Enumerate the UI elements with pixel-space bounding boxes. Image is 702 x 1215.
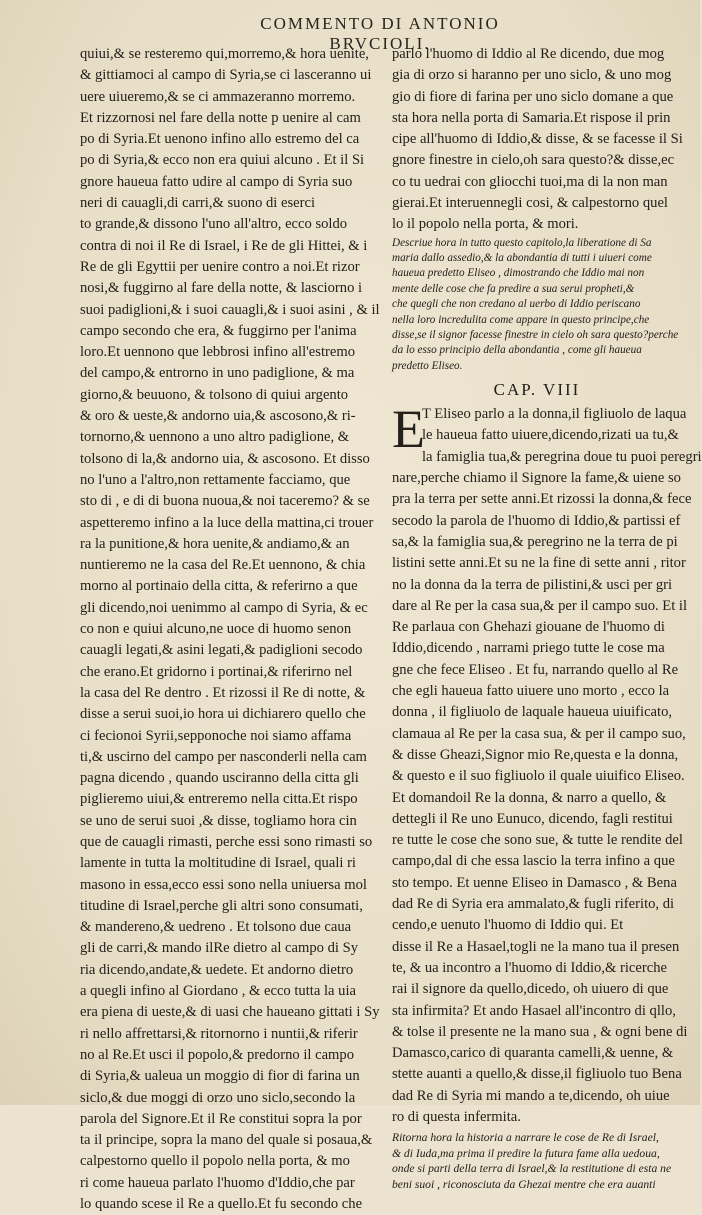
right-column-top-text xyxy=(392,44,682,236)
text-line: siclo,& due moggi di orzo uno siclo,secondo la xyxy=(80,1089,356,1106)
text-line: la famiglia tua,& peregrina doue tu puoi peregri xyxy=(422,448,702,465)
text-line: ri come haueua parlato l'huomo d'Iddio,che par xyxy=(80,1174,355,1191)
right-column xyxy=(392,44,702,1192)
text-line: & mandereno,& uedreno . Et tolsono due caua xyxy=(80,919,352,936)
text-line: pra la terra per sette anni.Et rizossi la donna,& fece xyxy=(392,491,692,508)
text-line: morno al portinaio della citta, & referirno a que xyxy=(80,578,358,595)
text-line: & gittiamoci al campo di Syria,se ci lasceranno ui xyxy=(80,67,372,84)
text-line: nosi,& fuggirno al fare della notte, & lasciorno i xyxy=(80,280,363,297)
commentary-line: onde si parti della terra di Israel,& la restitutione di esta ne xyxy=(392,1162,672,1176)
text-line: que de cauagli rimasti, perche essi sono rimasti so xyxy=(80,833,373,850)
text-line: ra la punitione,& hora uenite,& andiamo,& an xyxy=(80,535,350,552)
commentary-line: & di Iuda,ma prima il predire la futura fame alla uedoua, xyxy=(392,1146,660,1160)
text-line: dare al Re per la casa sua,& per il campo suo. Et il xyxy=(392,597,688,614)
text-line: po di Syria,& ecco non era quiui alcuno . Et il Si xyxy=(80,152,365,169)
text-line: sto tempo. Et uenne Eliseo in Damasco , & Bena xyxy=(392,874,677,891)
commentary-line: haueua predetto Eliseo , dimostrando che Iddio mai non xyxy=(392,267,645,280)
text-line: loro.Et uennono que lebbrosi infino all'estremo xyxy=(80,344,355,361)
text-line: che erano.Et gridorno i portinai,& riferirno nel xyxy=(80,663,353,680)
text-line: parlo l'huomo di Iddio al Re dicendo, due mog xyxy=(392,46,665,62)
text-line: gio di fiore di farina per uno siclo domane a que xyxy=(392,88,674,105)
text-line: gne che fece Eliseo . Et fu, narrando quello al Re xyxy=(392,661,679,678)
text-line: neri di cauagli,di carri,& suono di eserci xyxy=(80,195,316,212)
text-line: tolsono di la,& andorno uia, & ascosono. Et disso xyxy=(80,450,370,467)
text-line: cendo,e uenuto l'huomo di Iddio qui. Et xyxy=(392,917,624,934)
text-line: nuntieremo ne la casa del Re.Et uennono, & chia xyxy=(80,557,366,574)
text-line: dad Re di Syria era ammalato,& fugli riferito, di xyxy=(392,896,675,913)
text-line: lamente in tutta la moltitudine di Israel, quali ri xyxy=(80,855,356,872)
text-line: Re de gli Egyttii per uenire contro a noi.Et rizor xyxy=(80,258,360,275)
left-column xyxy=(80,44,380,1213)
text-line: quiui,& se resteremo qui,morremo,& hora uenite, xyxy=(80,46,369,62)
text-line: re tutte le cose che sono sue, & tutte le rendite del xyxy=(392,832,683,849)
running-head: COMMENTO DI ANTONIO BRVCIOLI. xyxy=(260,14,500,53)
text-line: Iddio,dicendo , narrami priego tutte le cose ma xyxy=(392,640,665,657)
drop-cap-initial: E xyxy=(392,399,425,460)
text-line: te, & ua incontro a l'huomo di Iddio,& ricerche xyxy=(392,959,667,976)
text-line: lo il popolo nella porta, & mori. xyxy=(392,216,579,233)
text-line: cauagli legati,& asini legati,& padiglioni secodo xyxy=(80,642,363,659)
text-line: se uno de serui suoi ,& disse, togliamo hora cin xyxy=(80,812,357,829)
text-line: gia di orzo si haranno per uno siclo, & uno mog xyxy=(392,67,672,84)
commentary-line: da lo esso principio della abondantia , come gli haueua xyxy=(392,344,642,357)
text-line: co non e quiui alcuno,ne uoce di huomo senon xyxy=(80,621,352,638)
text-line: sa,& la famiglia sua,& peregrino ne la terra de pi xyxy=(392,533,678,550)
text-line: parola del Signore.Et il Re constitui sopra la por xyxy=(80,1110,362,1127)
text-line: & oro & ueste,& andorno uia,& ascosono,& ri- xyxy=(80,408,356,425)
commentary-block-2 xyxy=(392,1130,682,1192)
text-line: gli dicendo,noi uenimmo al campo di Syria, & ec xyxy=(80,599,368,616)
commentary-line: beni suoi , riconosciuta da Ghezai mentre che era auanti xyxy=(392,1178,656,1192)
text-line: disse a serui suoi,io hora ui dichiarero quello che xyxy=(80,706,366,723)
commentary-line: nella loro incredulita come appare in questo principe,che xyxy=(392,313,650,326)
commentary-line: mente delle cose che fa predire a sua serui propheti,& xyxy=(392,282,635,295)
text-line: donna , il figliuolo de laquale haueua uiuificato, xyxy=(392,704,673,721)
text-line: era piena di ueste,& di uasi che haueano gittati i Sy xyxy=(80,1004,380,1021)
text-line: ria dicendo,andate,& uedete. Et andorno dietro xyxy=(80,961,354,978)
text-line: no al Re.Et usci il popolo,& predorno il campo xyxy=(80,1046,354,1063)
text-line: contra di noi il Re di Israel, i Re de gli Hittei, & i xyxy=(80,237,368,254)
text-line: po di Syria.Et uenono infino allo estremo del ca xyxy=(80,131,360,148)
text-line: di Syria,& ualeua un moggio di fior di farina un xyxy=(80,1068,360,1085)
text-line: clamaua al Re per la casa sua, & per il campo suo, xyxy=(392,725,686,742)
text-line: gierai.Et interuennegli cosi, & calpestorno quel xyxy=(392,195,668,212)
text-line: piglieremo uiui,& entreremo nella citta.Et rispo xyxy=(80,791,358,808)
text-line: campo,dal di che essa lascio la terra infino a que xyxy=(392,853,675,870)
commentary-line: Ritorna hora la historia a narrare le cose de Re di Israel, xyxy=(392,1131,659,1145)
text-line: suoi padiglioni,& i suoi cauagli,& i suoi asini , & il xyxy=(80,301,380,318)
text-line: titudine di Israel,perche gli altri sono consumati, xyxy=(80,897,363,914)
text-line: masono in essa,ecco essi sono nella uniuersa mol xyxy=(80,876,367,893)
text-line: che egli haueua fatto uiuere uno morto , ecco la xyxy=(392,683,670,700)
text-line: sta hora nella porta di Samaria.Et rispose il prin xyxy=(392,109,671,126)
text-line: secodo la parola de l'huomo di Iddio,& partissi ef xyxy=(392,512,681,529)
text-line: uere uiueremo,& se ci ammazeranno morremo. xyxy=(80,88,356,105)
text-line: ci fecionoi Syrii,sepponoche noi siamo affama xyxy=(80,727,352,744)
text-line: & disse Gheazi,Signor mio Re,questa e la donna, xyxy=(392,746,679,763)
text-line: la casa del Re dentro . Et rizossi il Re di notte, & xyxy=(80,684,366,701)
text-line: gnore finestre in cielo,oh sara questo?& disse,ec xyxy=(392,152,675,169)
text-line: gli de carri,& mando ilRe dietro al campo di Sy xyxy=(80,940,359,957)
text-line: & tolse il presente ne la mano sua , & ogni bene di xyxy=(392,1023,688,1040)
text-line: co tu uedrai con gliocchi tuoi,ma di la non man xyxy=(392,173,668,190)
text-line: cipe all'huomo di Iddio,& disse, & se facesse il Si xyxy=(392,131,683,148)
text-line: sto di , e di di buona nuoua,& noi taceremo? & se xyxy=(80,493,370,510)
text-line: le haueua fatto uiuere,dicendo,rizati ua tu,& xyxy=(422,427,679,444)
commentary-line: che quegli che non credano al uerbo di Iddio periscano xyxy=(392,298,641,311)
text-line: to grande,& dissono l'uno all'altro, ecco soldo xyxy=(80,216,348,233)
text-line: no l'uno a l'altro,non rettamente facciamo, que xyxy=(80,471,351,488)
text-line: del campo,& entrorno in uno padiglione, & ma xyxy=(80,365,355,382)
commentary-line: maria dallo assedio,& la abondantia di tutti i uiueri come xyxy=(392,252,652,265)
text-line: dettegli il Re uno Eunuco, dicendo, fagli restitui xyxy=(392,810,673,827)
commentary-line: disse,se il signor facesse finestre in cielo oh sara questo?perche xyxy=(392,329,679,342)
text-line: ta il principe, sopra la mano del quale si posaua,& xyxy=(80,1132,373,1149)
text-line: aspetteremo infino a la luce della mattina,ci trouer xyxy=(80,514,374,531)
text-line: Et domandoil Re la donna, & narro a quello, & xyxy=(392,789,667,806)
text-line: pagna dicendo , quando usciranno della citta gli xyxy=(80,770,359,787)
text-line: ti,& uscirno del campo per nasconderli nella cam xyxy=(80,748,367,765)
commentary-line: predetto Eliseo. xyxy=(392,359,463,372)
commentary-line: Descriue hora in tutto questo capitolo,la liberatione di Sa xyxy=(392,236,652,249)
text-line: calpestorno quello il popolo nella porta, & mo xyxy=(80,1153,350,1170)
text-line: lo quando scese il Re a quello.Et fu secondo che xyxy=(80,1196,363,1213)
text-line: no la donna da la terra de pilistini,& usci per gri xyxy=(392,576,673,593)
text-line: gnore haueua fatto udire al campo di Syria suo xyxy=(80,173,353,190)
text-line: sta infirmita? Et ando Hasael all'incontro di qllo, xyxy=(392,1002,676,1019)
text-line: Et rizzornosi nel fare della notte p uenire al cam xyxy=(80,109,361,126)
text-line: Damasco,carico di quaranta camelli,& uenne, & xyxy=(392,1045,674,1062)
text-line: nare,perche chiamo il Signore la fame,& uiene so xyxy=(392,470,681,487)
text-line: campo secondo che era, & fuggirno per l'anima xyxy=(80,322,357,339)
text-line: T Eliseo parlo a la donna,il figliuolo de laqua xyxy=(422,406,687,423)
text-line: dad Re di Syria mi mando a te,dicendo, oh uiue xyxy=(392,1087,670,1104)
commentary-block xyxy=(392,236,682,375)
text-line: a quegli infino al Giordano , & ecco tutta la uia xyxy=(80,983,356,1000)
text-line: & questo e il suo figliuolo il quale uiuifico Eliseo. xyxy=(392,768,685,785)
text-line: ri nello affrettarsi,& ritornorno i nuntii,& riferir xyxy=(80,1025,358,1042)
text-line: Re parlaua con Ghehazi giouane de l'huomo di xyxy=(392,619,665,636)
text-line: stette auanti a quello,& disse,il figliuolo tuo Bena xyxy=(392,1066,682,1083)
text-line: disse il Re a Hasael,togli ne la mano tua il presen xyxy=(392,938,680,955)
text-line: rai il signore da quello,dicedo, oh uiuero di que xyxy=(392,981,669,998)
chapter-heading: CAP. VIII xyxy=(493,380,581,400)
text-line: ro di questa infermita. xyxy=(392,1108,521,1125)
text-line: listini sette anni.Et su ne la fine di sette anni , ritor xyxy=(392,555,686,572)
chapter-text xyxy=(392,399,702,1128)
text-line: giorno,& beuuono, & tolsono di quiui argento xyxy=(80,386,349,403)
text-line: tornorno,& uennono a uno altro padiglione, & xyxy=(80,429,350,446)
